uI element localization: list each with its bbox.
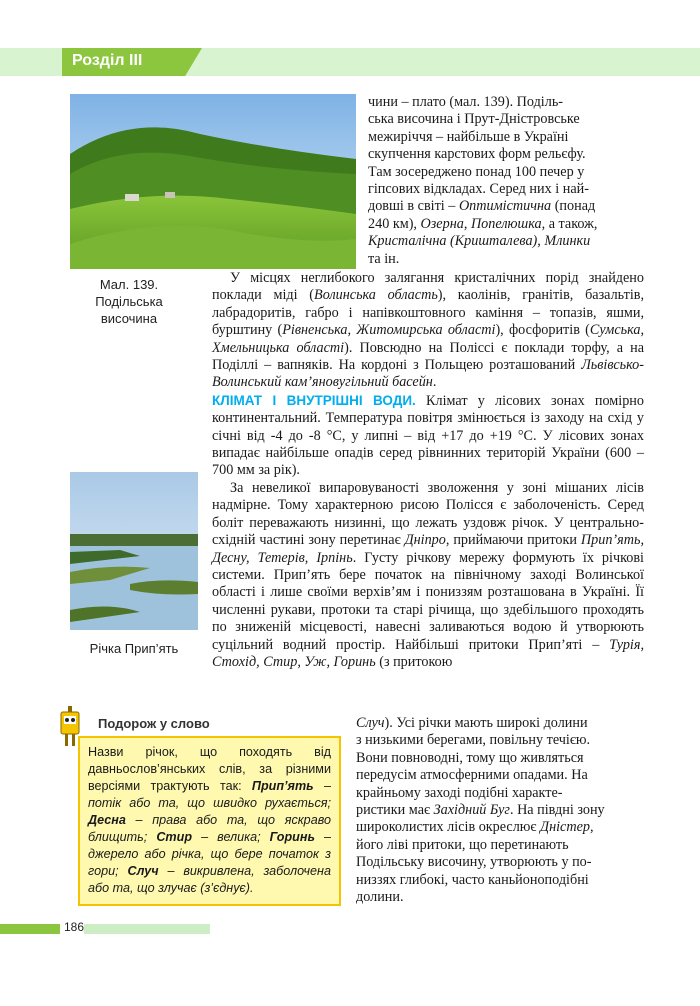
text-run: (понад (551, 198, 596, 215)
text-line: долини. (356, 889, 404, 906)
term: Десна (88, 813, 126, 827)
text-line (368, 216, 644, 233)
box-text: – джерело або річка, що бере початок з гори; (88, 830, 331, 878)
term: Случ (127, 864, 159, 878)
term: Стир (156, 830, 193, 844)
text-line: та ін. (368, 250, 400, 267)
cave-name: Оптимістична (458, 198, 552, 215)
river-name: Случ (356, 715, 385, 731)
word-journey-box (78, 736, 341, 906)
podilska-upland-photo (70, 94, 356, 269)
text-line (368, 198, 644, 215)
term: Прип’ять (251, 779, 314, 793)
text-run: , а також, (541, 215, 598, 232)
footer-bar-light (84, 924, 210, 934)
text-line: гіпсових відкладах. Серед них і най- (368, 181, 589, 198)
cave-name: Озерна (420, 215, 464, 232)
text-run: , приймаючи притоки (445, 532, 581, 549)
text-line: чини – плато (мал. 139). Поділь- (368, 94, 564, 110)
text-line: крайньому заході подібні характе- (356, 784, 563, 801)
text-line (368, 233, 644, 250)
region-name: Волинська область (314, 287, 438, 304)
text-run: ристики має (356, 802, 434, 819)
text-run: . (432, 374, 437, 391)
section-title: Розділ ІІІ (72, 52, 143, 69)
text-run: За невеликої випаровуваності зволоження у зоні мішаних лісів надмірне. Тому характерною рисою Полісся є заболоченість. Серед боліт переважають низинні, що лежать уздовж річок. У центрально-східній частині зону перетинає (212, 479, 644, 549)
text-run: , (537, 233, 545, 250)
text-line: низзях глибокі, часто каньйоноподібні (356, 871, 589, 888)
text-line: з низькими берегами, повільну течією. (356, 732, 591, 749)
text-run: довші в світі – (368, 198, 459, 215)
prypiat-river-photo (70, 472, 198, 630)
figure-139-caption (70, 276, 188, 327)
page-number: 186 (64, 920, 85, 934)
text-line: Подільську височину, утворюють у по- (356, 854, 592, 871)
text-run: . Густу річкову мережу формують їх річкові системи. Прип’ять бере початок на північному заході Волинської області і лише своїми верхів’ям і пониззям розташована в Україні. Її численні рукави, протоки та старі річища, що здебільшого проходять по зниженій місцевості, навесні заливаються водою й утворюють суцільний водний простір. Найбільші притоки Прип’яті – (212, 549, 644, 653)
text-run: ), фосфоритів ( (495, 322, 590, 339)
region-name: Сумська, Хмельницька області (212, 322, 645, 356)
paragraph-climate (212, 392, 644, 480)
basin-name: Львівсько-Волинський кам’яновугільний басейн (212, 357, 644, 391)
paragraph-minerals (212, 270, 644, 392)
river-name: Дніпро (404, 532, 446, 549)
cave-name: Млинки (544, 233, 591, 250)
cave-name: Попелюшка (470, 215, 542, 232)
river-caption: Річка Прип’ять (89, 641, 179, 656)
text-run: 240 км), (368, 215, 421, 232)
text-line (356, 819, 644, 836)
text-line (356, 802, 644, 819)
region-name: Рівненська, Житомирська області (282, 322, 496, 339)
section-heading: КЛІМАТ І ВНУТРІШНІ ВОДИ. (212, 392, 416, 408)
text-line: межиріччя – найбільше в Україні (368, 128, 569, 145)
cave-name: Кристалічна (Кришталева) (368, 233, 538, 250)
box-text: – викривлена, заболочена або та, що злучає (з’єднує). (88, 864, 331, 895)
river-name: Турія, Стохід, Стир, Уж, Горинь (212, 636, 644, 670)
text-line: його ліві притоки, що перетинають (356, 836, 569, 853)
text-line: скупчення карстових форм рельєфу. (368, 146, 586, 163)
box-text: – потік або та, що швидко рухається; (88, 779, 331, 810)
river-name: Прип’ять, Десну, Тетерів, Ірпінь (212, 532, 644, 566)
text-block-bottom (356, 715, 644, 906)
caption-line: Мал. 139. (99, 277, 159, 292)
box-text: – велика; (192, 830, 270, 844)
word-journey-title: Подорож у слово (98, 716, 210, 731)
text-run: У місцях неглибокого залягання кристалічних порід знайдено поклади міді ( (212, 270, 644, 304)
text-line: передусім атмосферними опадами. На (356, 767, 588, 784)
box-text: Назви річок, що походять від давньослов’янських слів, за різними версіями трактують так: (88, 745, 331, 793)
footer-bar (0, 924, 60, 934)
text-run: ). Усі річки мають широкі долини (384, 715, 588, 731)
river-name: Дністер (540, 819, 590, 836)
text-run: ). Повсюдно на Поліссі є поклади торфу, а на Поділлі – вапняків. На кордоні з Польщею розташований (212, 339, 644, 374)
caption-line: височина (100, 311, 158, 326)
river-name: Західний Буг (433, 802, 510, 819)
text-block-middle (212, 270, 644, 671)
term: Горинь (269, 830, 315, 844)
text-run: широколистих лісів окреслює (356, 819, 541, 836)
box-text: – права або та, що яскраво блищить; (88, 813, 331, 844)
text-run: (з притокою (375, 653, 453, 670)
text-run: Клімат у лісових зонах помірно континентальний. Температура повітря змінюється із заходу на схід у січні від -4 до -8 °С, у липні – від +17 до +19 °С. У лісових зонах випадає найбільше опадів серед рівнинних територій України (600 – 700 мм за рік). (212, 392, 644, 479)
paragraph-waters (212, 480, 644, 671)
text-line (356, 715, 644, 732)
text-run: . На півдні зону (509, 802, 605, 819)
text-run: , (590, 819, 594, 836)
text-line: Там зосереджено понад 100 печер у (368, 163, 585, 180)
text-block-top (368, 94, 644, 268)
text-run: , (463, 215, 471, 232)
text-line: Вони повноводні, тому що живляться (356, 749, 584, 766)
text-run: ), каолінів, гранітів, базальтів, лабрадоритів, габро і напівкоштовного каміння – топазів, яшми, бурштину ( (212, 287, 645, 339)
caption-line: Подільська (95, 294, 163, 309)
text-line: ська височина і Прут-Дністровське (368, 111, 580, 128)
